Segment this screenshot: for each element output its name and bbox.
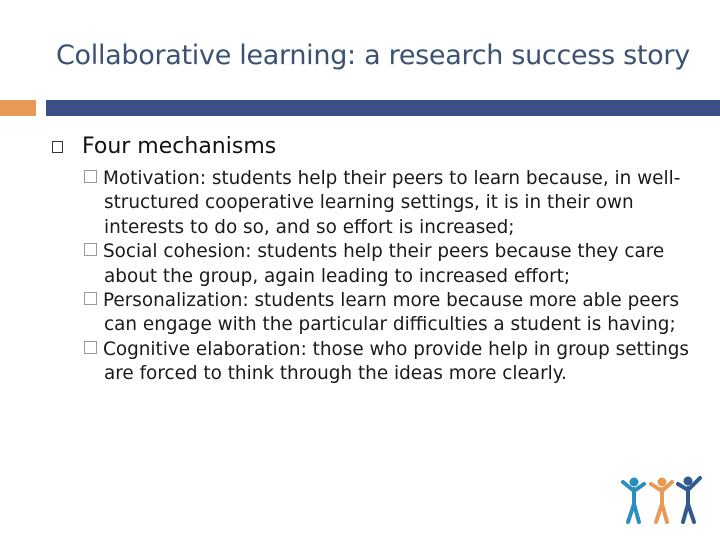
title-rule-accent <box>0 100 36 116</box>
checkbox-icon <box>84 341 97 354</box>
list-item <box>84 289 704 338</box>
list-item-text: Personalization: students learn more because more able peers can engage with the particular difficulties a student is having; <box>103 290 680 336</box>
person-navy-icon <box>678 477 700 523</box>
list-item-text: Cognitive elaboration: those who provide help in group settings are forced to think through the ideas more clearly. <box>103 338 689 385</box>
list-item-text: Social cohesion: students help their peers because they care about the group, again leading to increased effort; <box>103 241 665 287</box>
list-item <box>84 338 704 387</box>
person-blue-icon <box>623 478 644 523</box>
bullet-level1 <box>52 134 276 159</box>
checkbox-icon <box>84 243 97 256</box>
person-orange-icon <box>651 478 672 523</box>
checkbox-icon <box>84 170 97 183</box>
list-item <box>84 167 704 240</box>
people-group-logo-icon <box>620 474 704 526</box>
title-rule <box>46 100 720 116</box>
mechanism-list <box>84 167 704 387</box>
bullet-square-icon <box>52 141 63 153</box>
bullet-label: Four mechanisms <box>82 134 277 159</box>
checkbox-icon <box>84 292 97 305</box>
list-item <box>84 240 704 289</box>
slide-title: Collaborative learning: a research success story <box>56 40 690 71</box>
list-item-text: Motivation: students help their peers to learn because, in well-structured cooperative learning settings, it is in their own interests to do so, and so effort is increased; <box>103 168 681 238</box>
